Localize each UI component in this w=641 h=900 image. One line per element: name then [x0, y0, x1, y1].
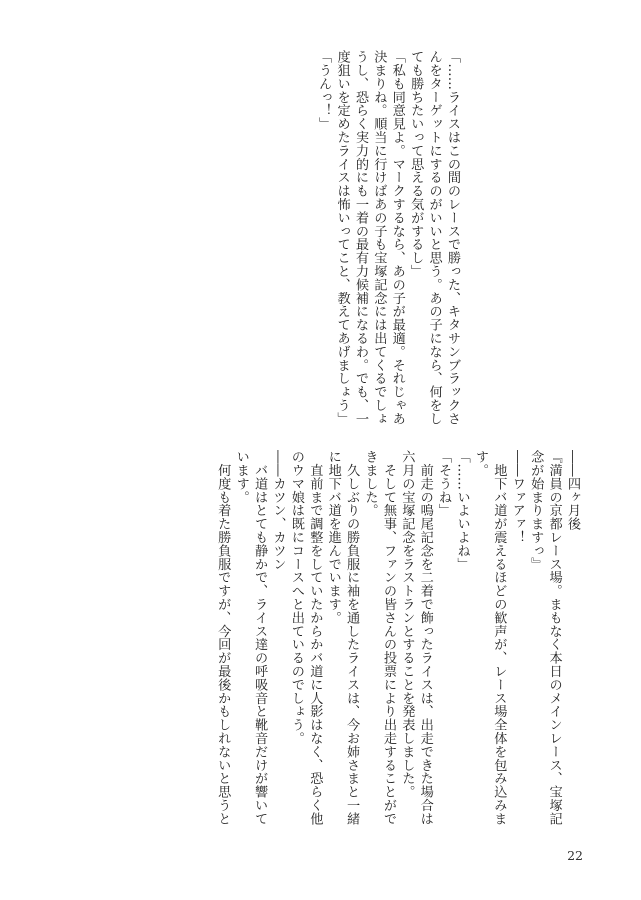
text-line: す。: [472, 450, 488, 477]
text-line: ――カツン、カツン: [270, 450, 286, 571]
text-line: んをターゲットにするのがいいと思う。あの子になら、何をし: [426, 50, 442, 426]
text-line: 地下バ道が震えるほどの歓声が、レース場全体を包み込みま: [491, 450, 507, 826]
text-block-top: [314, 50, 461, 435]
text-line: 六月の宝塚記念をラストランとすることを発表しました。: [399, 450, 415, 799]
text-line: ――四ヶ月後: [565, 450, 580, 531]
text-line: 「私も同意見よ。マークするなら、あの子が最適。それじゃあ: [389, 50, 405, 426]
text-line: 何度も着た勝負服ですが、今回が最後かもしれないと思うと: [215, 450, 231, 826]
text-line: 念が始まりますっ』: [528, 450, 544, 571]
page-number: 22: [567, 848, 583, 863]
text-line: います。: [233, 450, 249, 504]
text-line: 『満員の京都レース場。まもなく本日のメインレース、宝塚記: [546, 450, 562, 826]
text-line: のウマ娘は既にコースへと出ているのでしょう。: [288, 450, 304, 745]
text-block-bottom: [213, 450, 581, 836]
text-line: 度狙いを定めたライスは怖いってこと、教えてあげましょう」: [334, 50, 350, 426]
text-line: バ道はとても静かで、ライス達の呼吸音と靴音だけが響いて: [252, 450, 268, 826]
text-line: 決まりね。順当に行けばあの子も宝塚記念には出てくるでしょ: [371, 50, 387, 426]
text-line: 「……いよいよね」: [454, 450, 470, 571]
text-line: きました。: [362, 450, 378, 517]
text-line: 「うんっ！」: [316, 50, 332, 131]
text-line: 「そうね」: [436, 450, 452, 517]
text-line: そして無事、ファンの皆さんの投票により出走することがで: [380, 450, 396, 826]
text-line: 久しぶりの勝負服に袖を通したライスは、今お姉さまと一緒: [344, 450, 360, 826]
text-line: ――ワァアァ！: [509, 450, 525, 544]
text-line: 前走の鳴尾記念を二着で飾ったライスは、出走できた場合は: [417, 450, 433, 826]
text-line: に地下バ道を進んでいます。: [325, 450, 341, 625]
text-line: 直前まで調整をしていたからかバ道に人影はなく、恐らく他: [307, 450, 323, 826]
text-line: 「……ライスはこの間のレースで勝った、キタサンブラックさ: [445, 50, 460, 426]
text-line: ても勝ちたいって思える気がするし」: [408, 50, 424, 278]
text-line: うし、恐らく実力的にも一着の最有力候補になるわ。でも、一: [352, 50, 368, 426]
